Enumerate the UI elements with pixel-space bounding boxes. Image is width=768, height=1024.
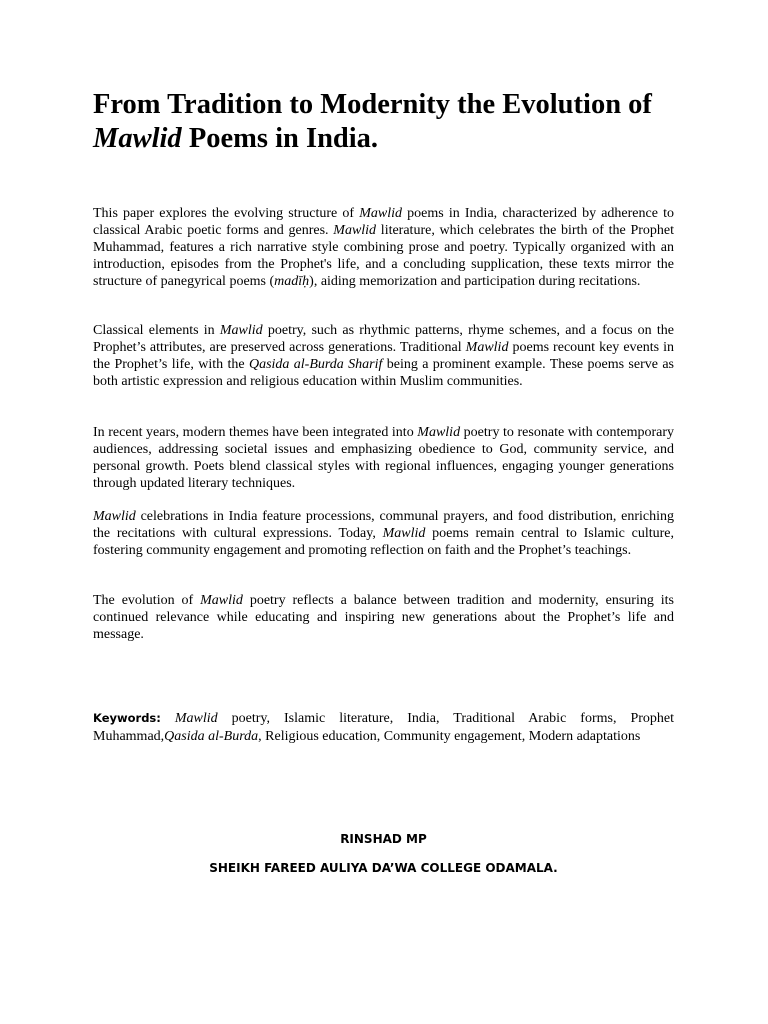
text-run: This paper explores the evolving structure of	[93, 206, 360, 221]
italic-run: Mawlid	[200, 593, 243, 608]
title-italic-mawlid: Mawlid	[93, 123, 182, 154]
text-run: poems remain central to Islamic culture, fostering community engagement and promoting reflection on faith and the Prophet’s teachings.	[93, 525, 674, 558]
text-run: celebrations in India feature processions, communal prayers, and food distribution, enriching the recitations with cultural expressions. Today,	[93, 509, 674, 541]
keywords-text: poetry, Islamic literature, India, Traditional Arabic forms, Prophet Muhammad,	[93, 711, 674, 744]
abstract-paragraph-1	[93, 206, 674, 291]
keyword-italic: Mawlid	[174, 711, 218, 726]
italic-run: madīḥ	[274, 273, 310, 289]
keywords-label: Keywords:	[93, 711, 161, 725]
title-text-2: Poems in India.	[181, 123, 379, 154]
italic-run: Mawlid	[93, 509, 136, 524]
title-text-1: From Tradition to Modernity the Evolution of	[93, 89, 652, 120]
italic-run: Mawlid	[333, 222, 377, 238]
text-run: The evolution of	[93, 593, 201, 608]
text-run: poetry, such as rhythmic patterns, rhyme schemes, and a focus on the Prophet’s attributes, are preserved across generations. Traditional	[93, 323, 675, 355]
italic-run: Mawlid	[219, 323, 263, 338]
italic-run: Mawlid	[417, 425, 461, 440]
keywords-text: , Religious education, Community engagement, Modern adaptations	[258, 729, 641, 744]
keyword-italic: Qasida al-Burda	[164, 729, 259, 744]
text-run: Classical elements in	[93, 323, 220, 338]
text-run: being a prominent example. These poems serve as both artistic expression and religious education within Muslim communities.	[93, 356, 674, 389]
paper-title	[93, 88, 674, 156]
abstract-paragraph-2	[93, 323, 674, 391]
italic-run: Mawlid	[359, 206, 402, 221]
text-run: poetry to resonate with contemporary audiences, addressing societal issues and emphasizing obedience to God, community service, and personal growth. Poets blend classical styles with regional influences, engaging younger generations through updated literary techniques.	[93, 425, 674, 491]
text-run: poems in India, characterized by adherence to classical Arabic poetic forms and genres.	[93, 206, 674, 238]
author-name: RINSHAD MP	[340, 832, 427, 846]
italic-run: Mawlid	[382, 525, 426, 541]
text-run: poetry reflects a balance between tradition and modernity, ensuring its continued relevance while educating and inspiring new generations about the Prophet’s life and message.	[93, 593, 674, 642]
text-run: poems recount key events in the Prophet’s life, with the	[93, 339, 674, 372]
abstract-paragraph-3	[93, 425, 674, 493]
author-affiliation: SHEIKH FAREED AULIYA DA’WA COLLEGE ODAMALA.	[209, 861, 558, 875]
italic-run: Qasida al-Burda Sharif	[248, 356, 383, 372]
abstract-paragraph-5	[93, 593, 674, 644]
text-run: ), aiding memorization and participation during recitations.	[309, 273, 641, 289]
italic-run: Mawlid	[465, 339, 509, 355]
abstract-paragraph-4	[93, 509, 674, 560]
text-run: literature, which celebrates the birth of the Prophet Muhammad, features a rich narrative style combining prose and poetry. Typically organized with an introduction, episodes from the Prophet's life, and a concluding supplication, these texts mirror the structure of panegyrical poems (	[93, 222, 675, 289]
keywords-section	[93, 709, 674, 746]
text-run: In recent years, modern themes have been integrated into	[93, 425, 418, 440]
